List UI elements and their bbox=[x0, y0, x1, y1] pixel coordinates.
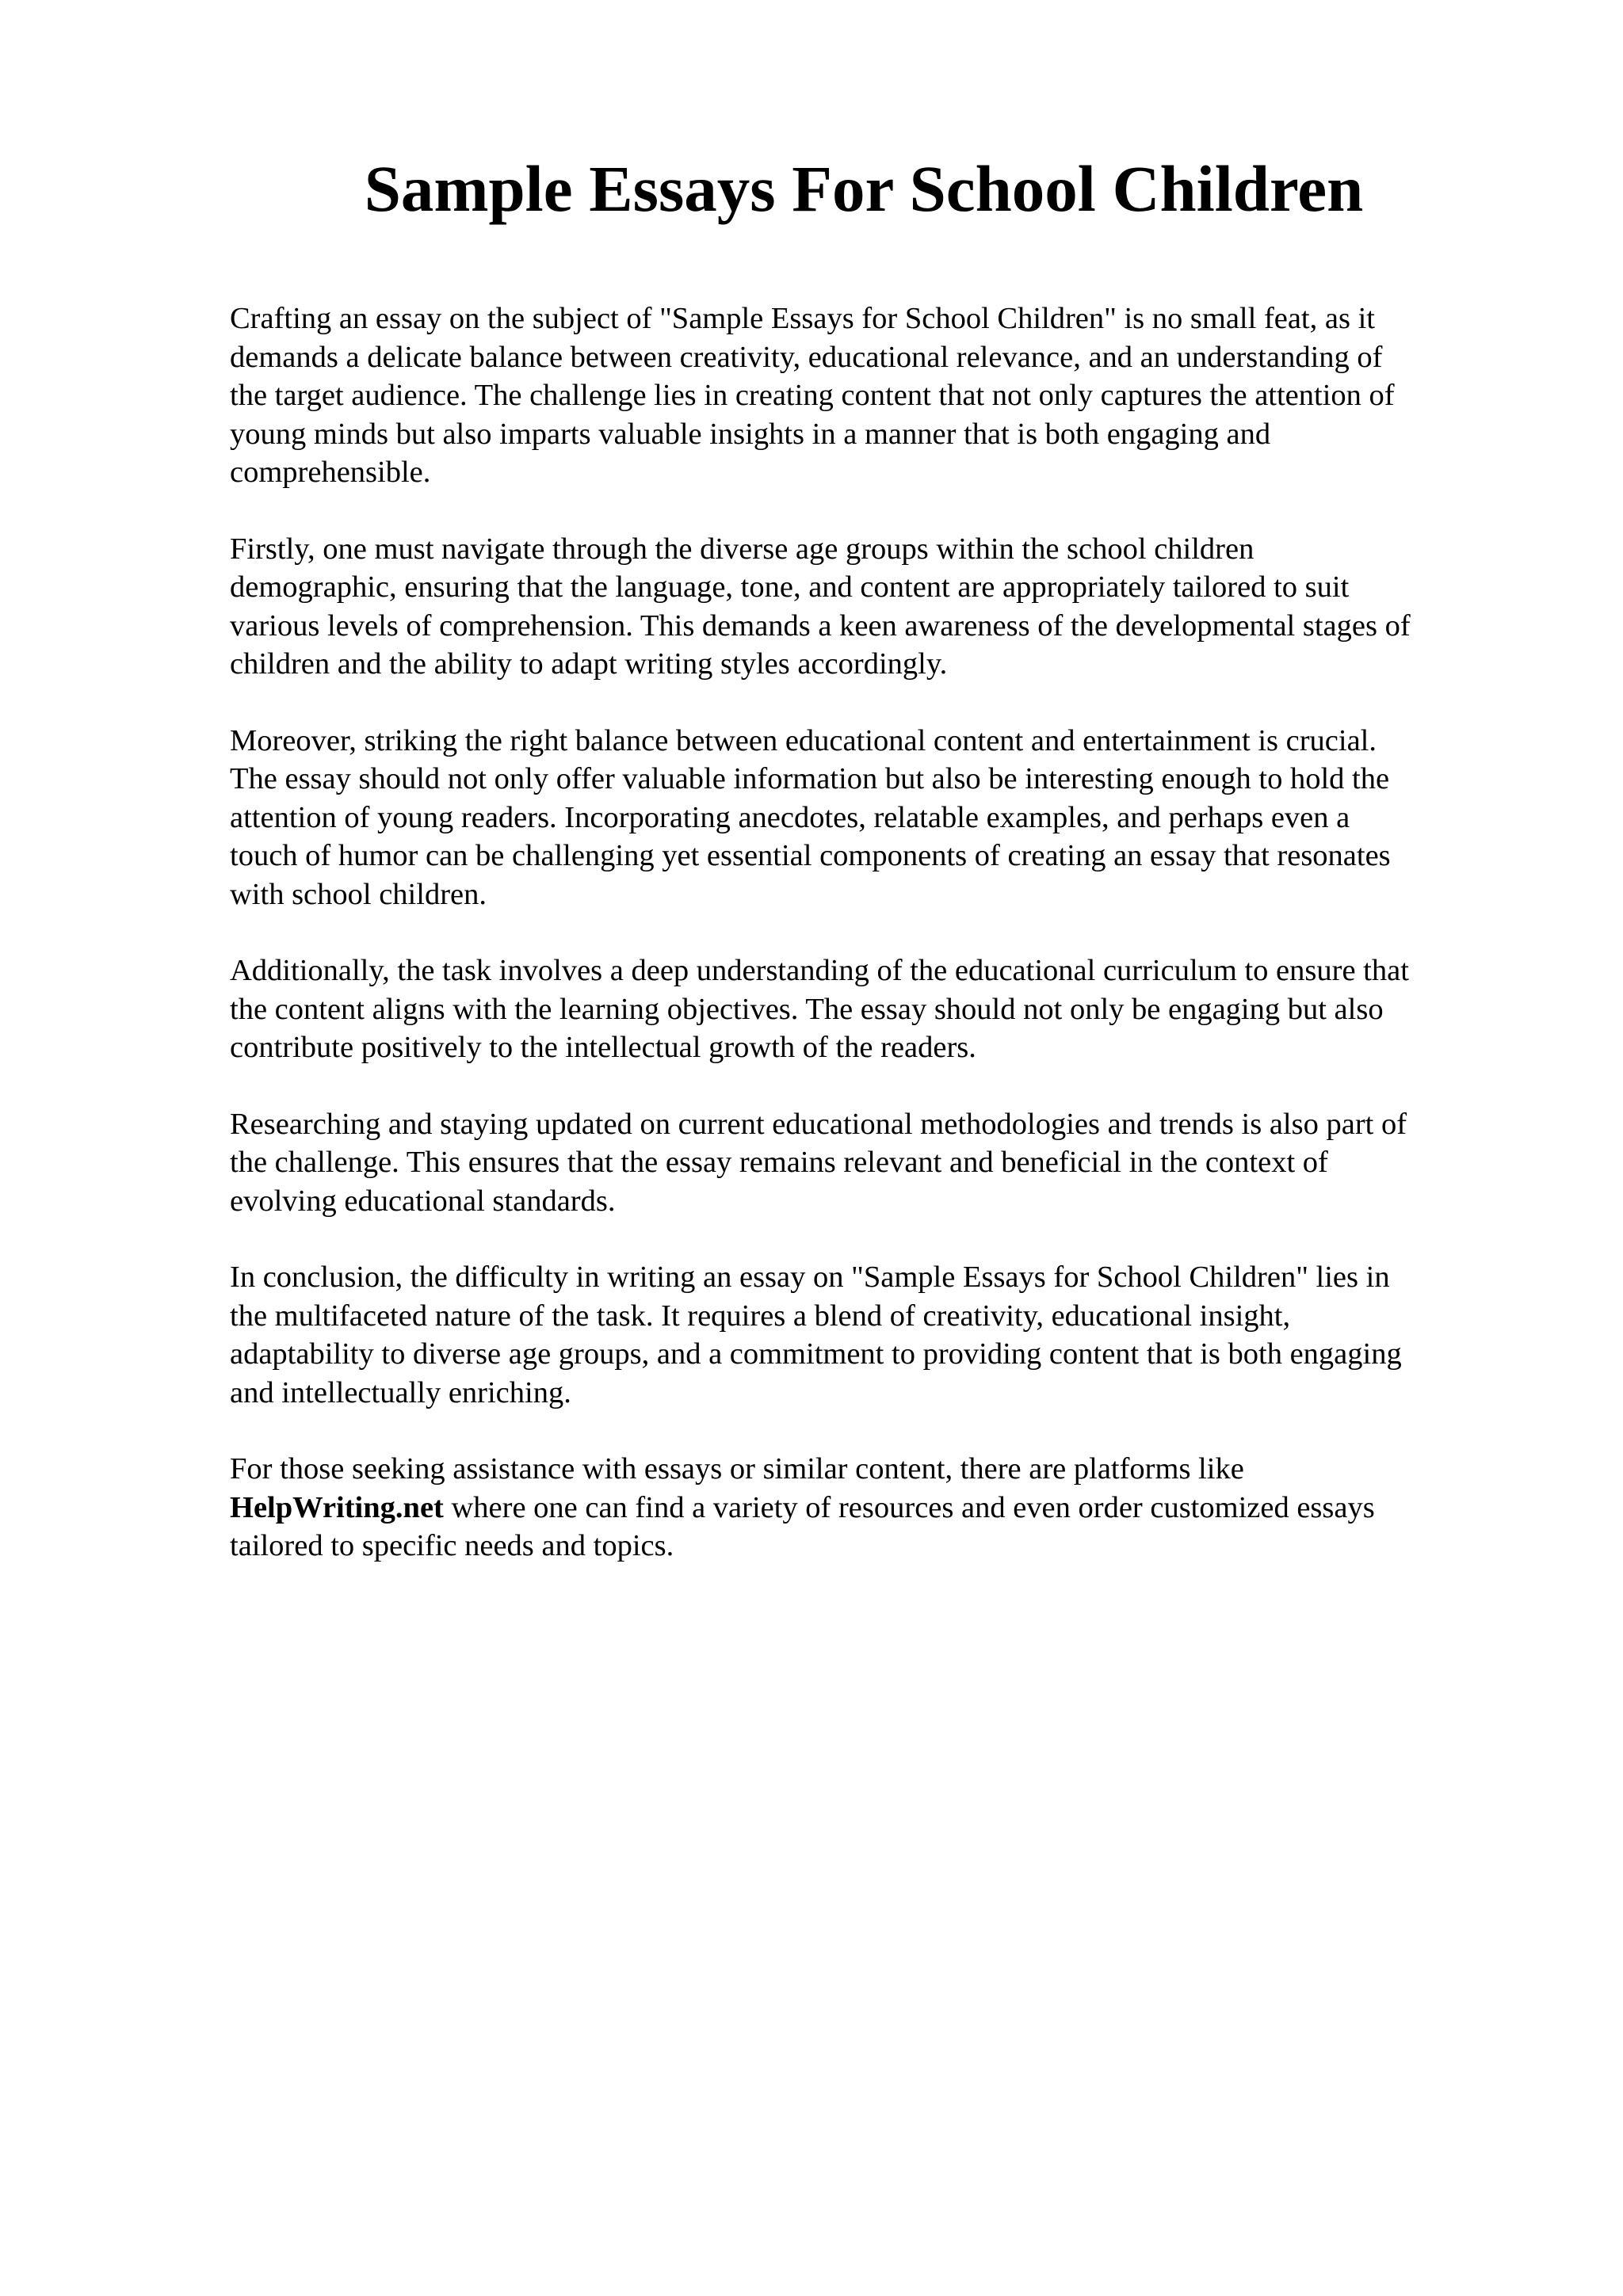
text-line: The essay should not only offer valuable information but also be interesting enough to hold the bbox=[230, 762, 1390, 795]
text-line: Moreover, striking the right balance between educational content and entertainment is crucial. bbox=[230, 723, 1377, 757]
text-line: and intellectually enriching. bbox=[230, 1375, 571, 1409]
text-line: Researching and staying updated on current educational methodologies and trends is also part of bbox=[230, 1107, 1407, 1141]
text-line: the content aligns with the learning objectives. The essay should not only be engaging but also bbox=[230, 992, 1384, 1026]
text-line: adaptability to diverse age groups, and a commitment to providing content that is both engaging bbox=[230, 1337, 1402, 1371]
text-line: with school children. bbox=[230, 877, 487, 911]
paragraph-researching bbox=[230, 1105, 1514, 1221]
text-line: tailored to specific needs and topics. bbox=[230, 1529, 674, 1562]
text-line: touch of humor can be challenging yet essential components of creating an essay that resonates bbox=[230, 839, 1391, 872]
text-line bbox=[230, 1489, 1514, 1527]
text-line: For those seeking assistance with essays or similar content, there are platforms like bbox=[230, 1452, 1244, 1486]
text-line: the challenge. This ensures that the essay remains relevant and beneficial in the context of bbox=[230, 1146, 1328, 1179]
text-line: children and the ability to adapt writing styles accordingly. bbox=[230, 647, 948, 681]
paragraph-closing bbox=[230, 1450, 1514, 1566]
text-line: demographic, ensuring that the language, tone, and content are appropriately tailored to suit bbox=[230, 570, 1350, 604]
text-line: various levels of comprehension. This demands a keen awareness of the developmental stages of bbox=[230, 608, 1411, 643]
text-line: the multifaceted nature of the task. It requires a blend of creativity, educational insight, bbox=[230, 1299, 1291, 1333]
essay-body bbox=[230, 299, 1514, 1604]
text-line: demands a delicate balance between creativity, educational relevance, and an understanding of bbox=[230, 340, 1383, 374]
text-line: attention of young readers. Incorporating anecdotes, relatable examples, and perhaps even a bbox=[230, 800, 1350, 834]
text-line: Firstly, one must navigate through the diverse age groups within the school children bbox=[230, 532, 1254, 566]
text-line: comprehensible. bbox=[230, 456, 431, 489]
paragraph-additionally bbox=[230, 952, 1514, 1067]
text-line: Crafting an essay on the subject of "Sample Essays for School Children" is no small feat, as it bbox=[230, 302, 1375, 335]
paragraph-moreover bbox=[230, 722, 1514, 914]
closing-text: where one can find a variety of resources and even order customized essays bbox=[443, 1490, 1375, 1524]
text-line: evolving educational standards. bbox=[230, 1184, 616, 1218]
paragraph-firstly bbox=[230, 530, 1514, 684]
page-title: Sample Essays For School Children bbox=[364, 152, 1364, 225]
brand-link[interactable]: HelpWriting.net bbox=[230, 1490, 444, 1524]
text-line: contribute positively to the intellectual growth of the readers. bbox=[230, 1031, 976, 1064]
paragraph-conclusion bbox=[230, 1258, 1514, 1412]
text-line: young minds but also imparts valuable insights in a manner that is both engaging and bbox=[230, 417, 1271, 451]
text-line: the target audience. The challenge lies in creating content that not only captures the attention of bbox=[230, 379, 1395, 412]
paragraph-intro bbox=[230, 299, 1514, 492]
text-line: Additionally, the task involves a deep understanding of the educational curriculum to ensure that bbox=[230, 954, 1409, 987]
text-line: In conclusion, the difficulty in writing an essay on "Sample Essays for School Children" lies in bbox=[230, 1261, 1390, 1294]
